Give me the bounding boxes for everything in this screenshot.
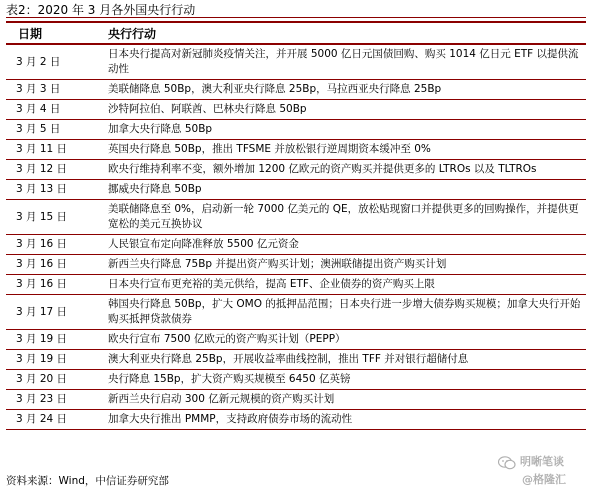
table-header-row bbox=[6, 22, 586, 44]
row-action: 美联储降息至 0%，启动新一轮 7000 亿美元的 QE，放松贴现窗口并提供更多的回购操作，并提供更宽松的美元互换协议 bbox=[100, 200, 586, 235]
row-date: 3 月 2 日 bbox=[6, 44, 100, 80]
row-action: 加拿大央行推出 PMMP，支持政府债券市场的流动性 bbox=[100, 410, 586, 430]
source-note: 资料来源：Wind，中信证券研究部 bbox=[6, 475, 169, 487]
row-date: 3 月 16 日 bbox=[6, 235, 100, 255]
row-action: 挪威央行降息 50Bp bbox=[100, 180, 586, 200]
table-row bbox=[6, 410, 586, 430]
row-action: 新西兰央行启动 300 亿新元规模的资产购买计划 bbox=[100, 390, 586, 410]
row-action: 澳大利亚央行降息 25Bp，开展收益率曲线控制，推出 TFF 并对银行超储付息 bbox=[100, 350, 586, 370]
table-row bbox=[6, 140, 586, 160]
watermark-line1: 明晰笔谈 bbox=[520, 455, 564, 468]
column-header-date: 日期 bbox=[6, 22, 100, 44]
row-date: 3 月 23 日 bbox=[6, 390, 100, 410]
caption-divider bbox=[6, 17, 586, 18]
table-row bbox=[6, 80, 586, 100]
table-row bbox=[6, 350, 586, 370]
row-action: 加拿大央行降息 50Bp bbox=[100, 120, 586, 140]
table-row bbox=[6, 44, 586, 80]
row-date: 3 月 12 日 bbox=[6, 160, 100, 180]
row-action: 央行降息 15Bp，扩大资产购买规模至 6450 亿英镑 bbox=[100, 370, 586, 390]
row-action: 日本央行宣布更充裕的美元供给，提高 ETF、企业债券的资产购买上限 bbox=[100, 275, 586, 295]
row-date: 3 月 16 日 bbox=[6, 275, 100, 295]
table-row bbox=[6, 390, 586, 410]
row-date: 3 月 19 日 bbox=[6, 350, 100, 370]
row-action: 日本央行提高对新冠肺炎疫情关注，并开展 5000 亿日元国债回购、购买 1014 亿日元 ETF 以提供流动性 bbox=[100, 44, 586, 80]
row-action: 美联储降息 50Bp，澳大利亚央行降息 25Bp，马拉西亚央行降息 25Bp bbox=[100, 80, 586, 100]
table-row bbox=[6, 255, 586, 275]
row-date: 3 月 4 日 bbox=[6, 100, 100, 120]
table-row bbox=[6, 235, 586, 255]
table-row bbox=[6, 275, 586, 295]
row-action: 韩国央行降息 50Bp，扩大 OMO 的抵押品范围；日本央行进一步增大债券购买规模；加拿大央行开始购买抵押贷款债券 bbox=[100, 295, 586, 330]
row-date: 3 月 20 日 bbox=[6, 370, 100, 390]
table-row bbox=[6, 160, 586, 180]
table-row bbox=[6, 330, 586, 350]
central-bank-actions-table bbox=[6, 21, 586, 430]
table-row bbox=[6, 180, 586, 200]
row-date: 3 月 13 日 bbox=[6, 180, 100, 200]
column-header-action: 央行行动 bbox=[100, 22, 586, 44]
row-action: 英国央行降息 50Bp，推出 TFSME 并放松银行逆周期资本缓冲至 0% bbox=[100, 140, 586, 160]
watermark-line2: @格隆汇 bbox=[522, 473, 566, 486]
table-row bbox=[6, 120, 586, 140]
row-date: 3 月 24 日 bbox=[6, 410, 100, 430]
row-date: 3 月 19 日 bbox=[6, 330, 100, 350]
table-row bbox=[6, 200, 586, 235]
wechat-logo-icon bbox=[498, 456, 516, 470]
row-date: 3 月 3 日 bbox=[6, 80, 100, 100]
row-date: 3 月 17 日 bbox=[6, 295, 100, 330]
row-action: 沙特阿拉伯、阿联酋、巴林央行降息 50Bp bbox=[100, 100, 586, 120]
row-action: 新西兰央行降息 75Bp 并提出资产购买计划；澳洲联储提出资产购买计划 bbox=[100, 255, 586, 275]
table-row bbox=[6, 100, 586, 120]
table-caption: 表2：2020 年 3 月各外国央行行动 bbox=[6, 3, 196, 17]
row-action: 欧央行宣布 7500 亿欧元的资产购买计划（PEPP） bbox=[100, 330, 586, 350]
row-action: 欧央行维持利率不变，额外增加 1200 亿欧元的资产购买并提供更多的 LTROs 以及 TLTROs bbox=[100, 160, 586, 180]
row-date: 3 月 5 日 bbox=[6, 120, 100, 140]
row-action: 人民银宣布定向降准释放 5500 亿元资金 bbox=[100, 235, 586, 255]
watermark bbox=[498, 452, 594, 492]
row-date: 3 月 16 日 bbox=[6, 255, 100, 275]
row-date: 3 月 15 日 bbox=[6, 200, 100, 235]
table-row bbox=[6, 370, 586, 390]
table-body bbox=[6, 44, 586, 430]
table-row bbox=[6, 295, 586, 330]
row-date: 3 月 11 日 bbox=[6, 140, 100, 160]
